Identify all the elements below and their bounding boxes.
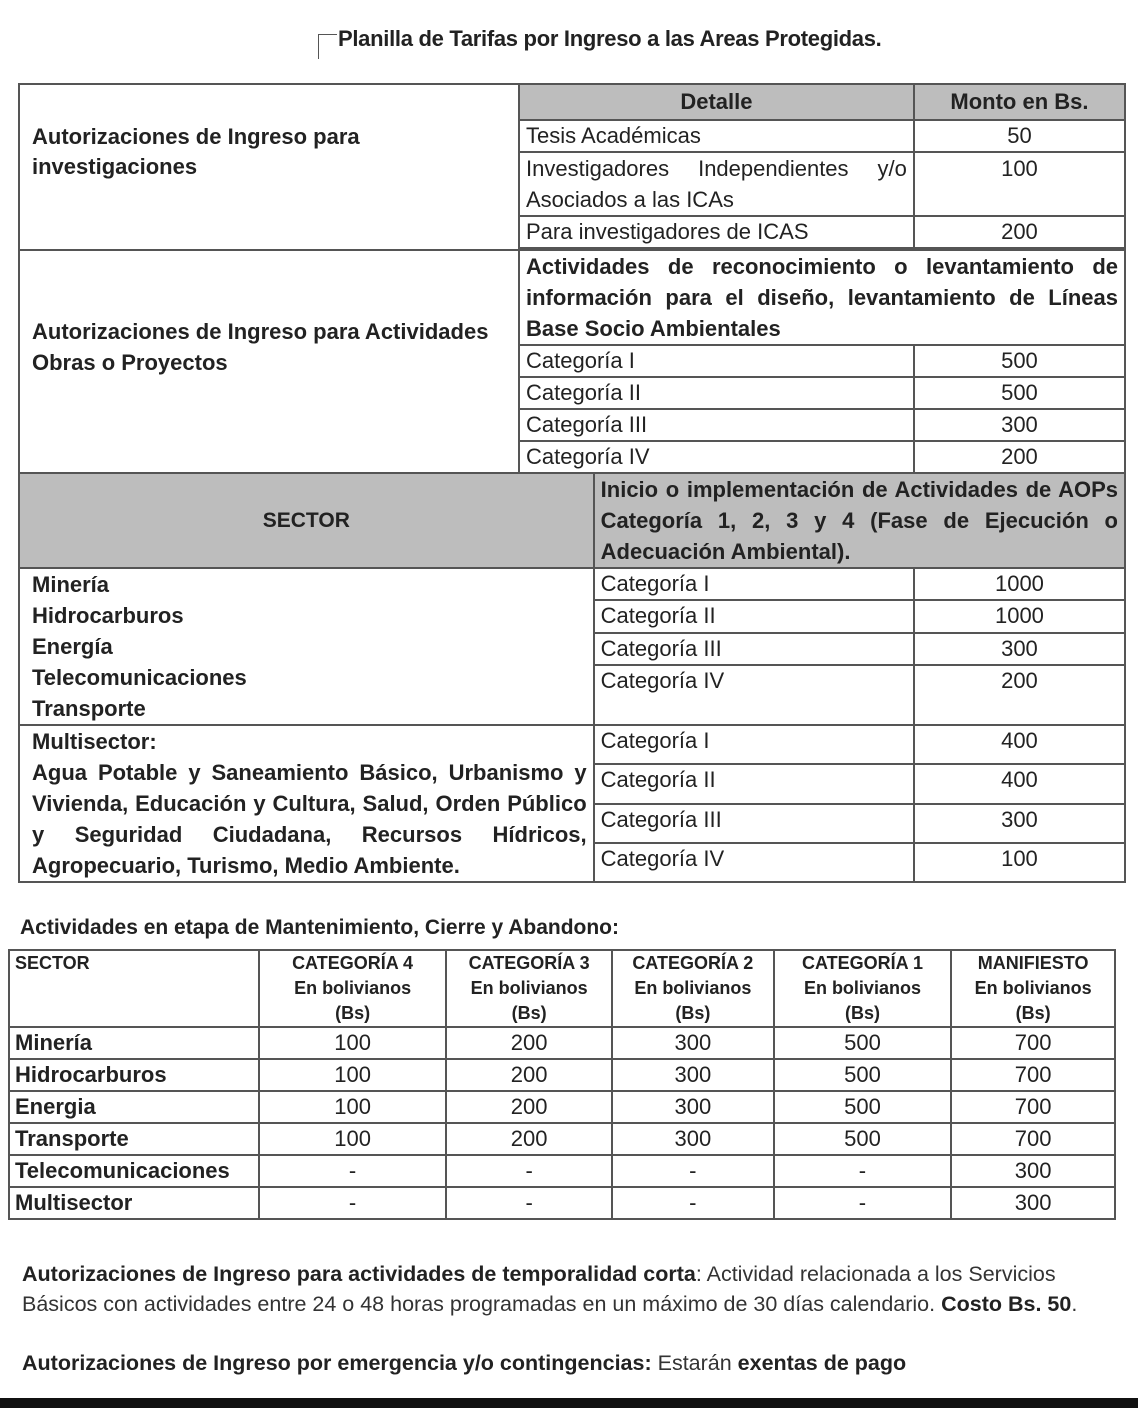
amount-cell: 700 — [951, 1091, 1115, 1123]
amount-cell: 300 — [951, 1187, 1115, 1219]
monto-header: Monto en Bs. — [914, 84, 1125, 120]
detalle-cell: Categoría II — [594, 600, 914, 632]
amount-cell: - — [446, 1155, 612, 1187]
sector-cell: Energia — [9, 1091, 259, 1123]
amount-cell: - — [259, 1187, 447, 1219]
amount-cell: - — [774, 1155, 952, 1187]
sector-cell: Telecomunicaciones — [9, 1155, 259, 1187]
monto-cell: 100 — [914, 843, 1125, 882]
col-header: MANIFIESTO En bolivianos (Bs) — [951, 950, 1115, 1027]
sector-item: Telecomunicaciones — [32, 665, 247, 690]
amount-cell: - — [612, 1187, 774, 1219]
monto-cell: 300 — [914, 804, 1125, 843]
detalle-cell: Categoría III — [594, 633, 914, 665]
amount-cell: - — [259, 1155, 447, 1187]
monto-cell: 400 — [914, 764, 1125, 803]
amount-cell: 500 — [774, 1059, 952, 1091]
maintenance-row — [9, 1123, 1115, 1155]
monto-cell: 500 — [914, 377, 1125, 409]
monto-cell: 1000 — [914, 600, 1125, 632]
maintenance-title: Actividades en etapa de Mantenimiento, Cierre y Abandono: — [20, 916, 620, 939]
amount-cell: 100 — [259, 1059, 447, 1091]
amount-cell: 700 — [951, 1059, 1115, 1091]
amount-cell: 100 — [259, 1123, 447, 1155]
sector-cell: Transporte — [9, 1123, 259, 1155]
detalle-cell: Tesis Académicas — [519, 120, 914, 152]
sector-cell: Minería — [9, 1027, 259, 1059]
detalle-header: Detalle — [519, 84, 914, 120]
monto-cell: 1000 — [914, 568, 1125, 600]
amount-cell: 100 — [259, 1027, 447, 1059]
amount-cell: - — [774, 1187, 952, 1219]
col-header: CATEGORÍA 4 En bolivianos (Bs) — [259, 950, 447, 1027]
multisector-cell — [19, 725, 594, 882]
note-emergencia: Autorizaciones de Ingreso por emergencia y/o contingencias: Estarán exentas de pago — [22, 1351, 907, 1375]
sector-item: Minería — [32, 572, 110, 597]
detalle-cell: Categoría II — [594, 764, 914, 803]
amount-cell: 700 — [951, 1123, 1115, 1155]
amount-cell: 200 — [446, 1091, 612, 1123]
detalle-cell: Categoría II — [519, 377, 914, 409]
maintenance-row — [9, 1091, 1115, 1123]
monto-cell: 300 — [914, 409, 1125, 441]
amount-cell: 200 — [446, 1059, 612, 1091]
amount-cell: 500 — [774, 1027, 952, 1059]
sector-cell: Hidrocarburos — [9, 1059, 259, 1091]
col-header: CATEGORÍA 2 En bolivianos (Bs) — [612, 950, 774, 1027]
amount-cell: 200 — [446, 1027, 612, 1059]
maintenance-table — [8, 949, 1116, 1220]
bottom-edge-bar — [0, 1398, 1138, 1408]
amount-cell: 300 — [612, 1059, 774, 1091]
page-title: Planilla de Tarifas por Ingreso a las Areas Protegidas. — [338, 26, 882, 51]
col-header: CATEGORÍA 3 En bolivianos (Bs) — [446, 950, 612, 1027]
sector-item: Transporte — [32, 696, 146, 721]
monto-cell: 50 — [914, 120, 1125, 152]
amount-cell: 500 — [774, 1123, 952, 1155]
monto-cell: 300 — [914, 633, 1125, 665]
table-row — [19, 568, 1125, 600]
note-temporalidad: Autorizaciones de Ingreso para actividades de temporalidad corta: Actividad relacionada a los Servicios Básicos con actividades entre 24 o 48 horas programadas en un máximo de 30 días calendario. Costo Bs. 50. — [22, 1262, 1078, 1316]
table-row — [19, 725, 1125, 764]
detalle-cell: Investigadores Independientes y/o Asociados a las ICAs — [519, 152, 914, 216]
title-bracket-mark — [318, 34, 337, 59]
monto-cell: 400 — [914, 725, 1125, 764]
detalle-cell: Categoría IV — [594, 843, 914, 882]
amount-cell: 700 — [951, 1027, 1115, 1059]
col-header: SECTOR — [9, 950, 259, 1027]
amount-cell: 300 — [612, 1091, 774, 1123]
monto-cell: 100 — [914, 152, 1125, 216]
sector-item: Energía — [32, 634, 113, 659]
obras-subheader: Actividades de reconocimiento o levantamiento de información para el diseño, levantamiento de Líneas Base Socio Ambientales — [519, 250, 1125, 345]
multisector-title: Multisector: — [32, 729, 157, 754]
maintenance-row — [9, 1059, 1115, 1091]
maintenance-row — [9, 1187, 1115, 1219]
maintenance-header-row — [9, 950, 1115, 1027]
detalle-cell: Categoría I — [594, 568, 914, 600]
amount-cell: 500 — [774, 1091, 952, 1123]
maintenance-row — [9, 1155, 1115, 1187]
maintenance-row — [9, 1027, 1115, 1059]
amount-cell: 300 — [612, 1027, 774, 1059]
tariff-table — [18, 83, 1126, 883]
detalle-cell: Categoría III — [519, 409, 914, 441]
sector-cell: Multisector — [9, 1187, 259, 1219]
detalle-cell: Categoría I — [594, 725, 914, 764]
amount-cell: 100 — [259, 1091, 447, 1123]
monto-cell: 200 — [914, 216, 1125, 248]
sector-list — [19, 568, 594, 725]
detalle-cell: Para investigadores de ICAS — [519, 216, 914, 248]
obras-label: Autorizaciones de Ingreso para Actividades Obras o Proyectos — [19, 250, 519, 473]
amount-cell: 300 — [951, 1155, 1115, 1187]
monto-cell: 200 — [914, 441, 1125, 473]
amount-cell: - — [612, 1155, 774, 1187]
detalle-cell: Categoría IV — [594, 665, 914, 725]
amount-cell: 300 — [612, 1123, 774, 1155]
inicio-header: Inicio o implementación de Actividades de AOPs Categoría 1, 2, 3 y 4 (Fase de Ejecución o Adecuación Ambiental). — [594, 473, 1125, 568]
sector-item: Hidrocarburos — [32, 603, 184, 628]
amount-cell: - — [446, 1187, 612, 1219]
investigaciones-label: Autorizaciones de Ingreso para investigaciones — [19, 84, 519, 250]
detalle-cell: Categoría I — [519, 345, 914, 377]
monto-cell: 500 — [914, 345, 1125, 377]
sector-header: SECTOR — [19, 473, 594, 568]
amount-cell: 200 — [446, 1123, 612, 1155]
multisector-description: Agua Potable y Saneamiento Básico, Urbanismo y Vivienda, Educación y Cultura, Salud, Orden Público y Seguridad Ciudadana, Recursos Hídricos, Agropecuario, Turismo, Medio Ambiente. — [32, 760, 587, 878]
detalle-cell: Categoría III — [594, 804, 914, 843]
monto-cell: 200 — [914, 665, 1125, 725]
col-header: CATEGORÍA 1 En bolivianos (Bs) — [774, 950, 952, 1027]
detalle-cell: Categoría IV — [519, 441, 914, 473]
